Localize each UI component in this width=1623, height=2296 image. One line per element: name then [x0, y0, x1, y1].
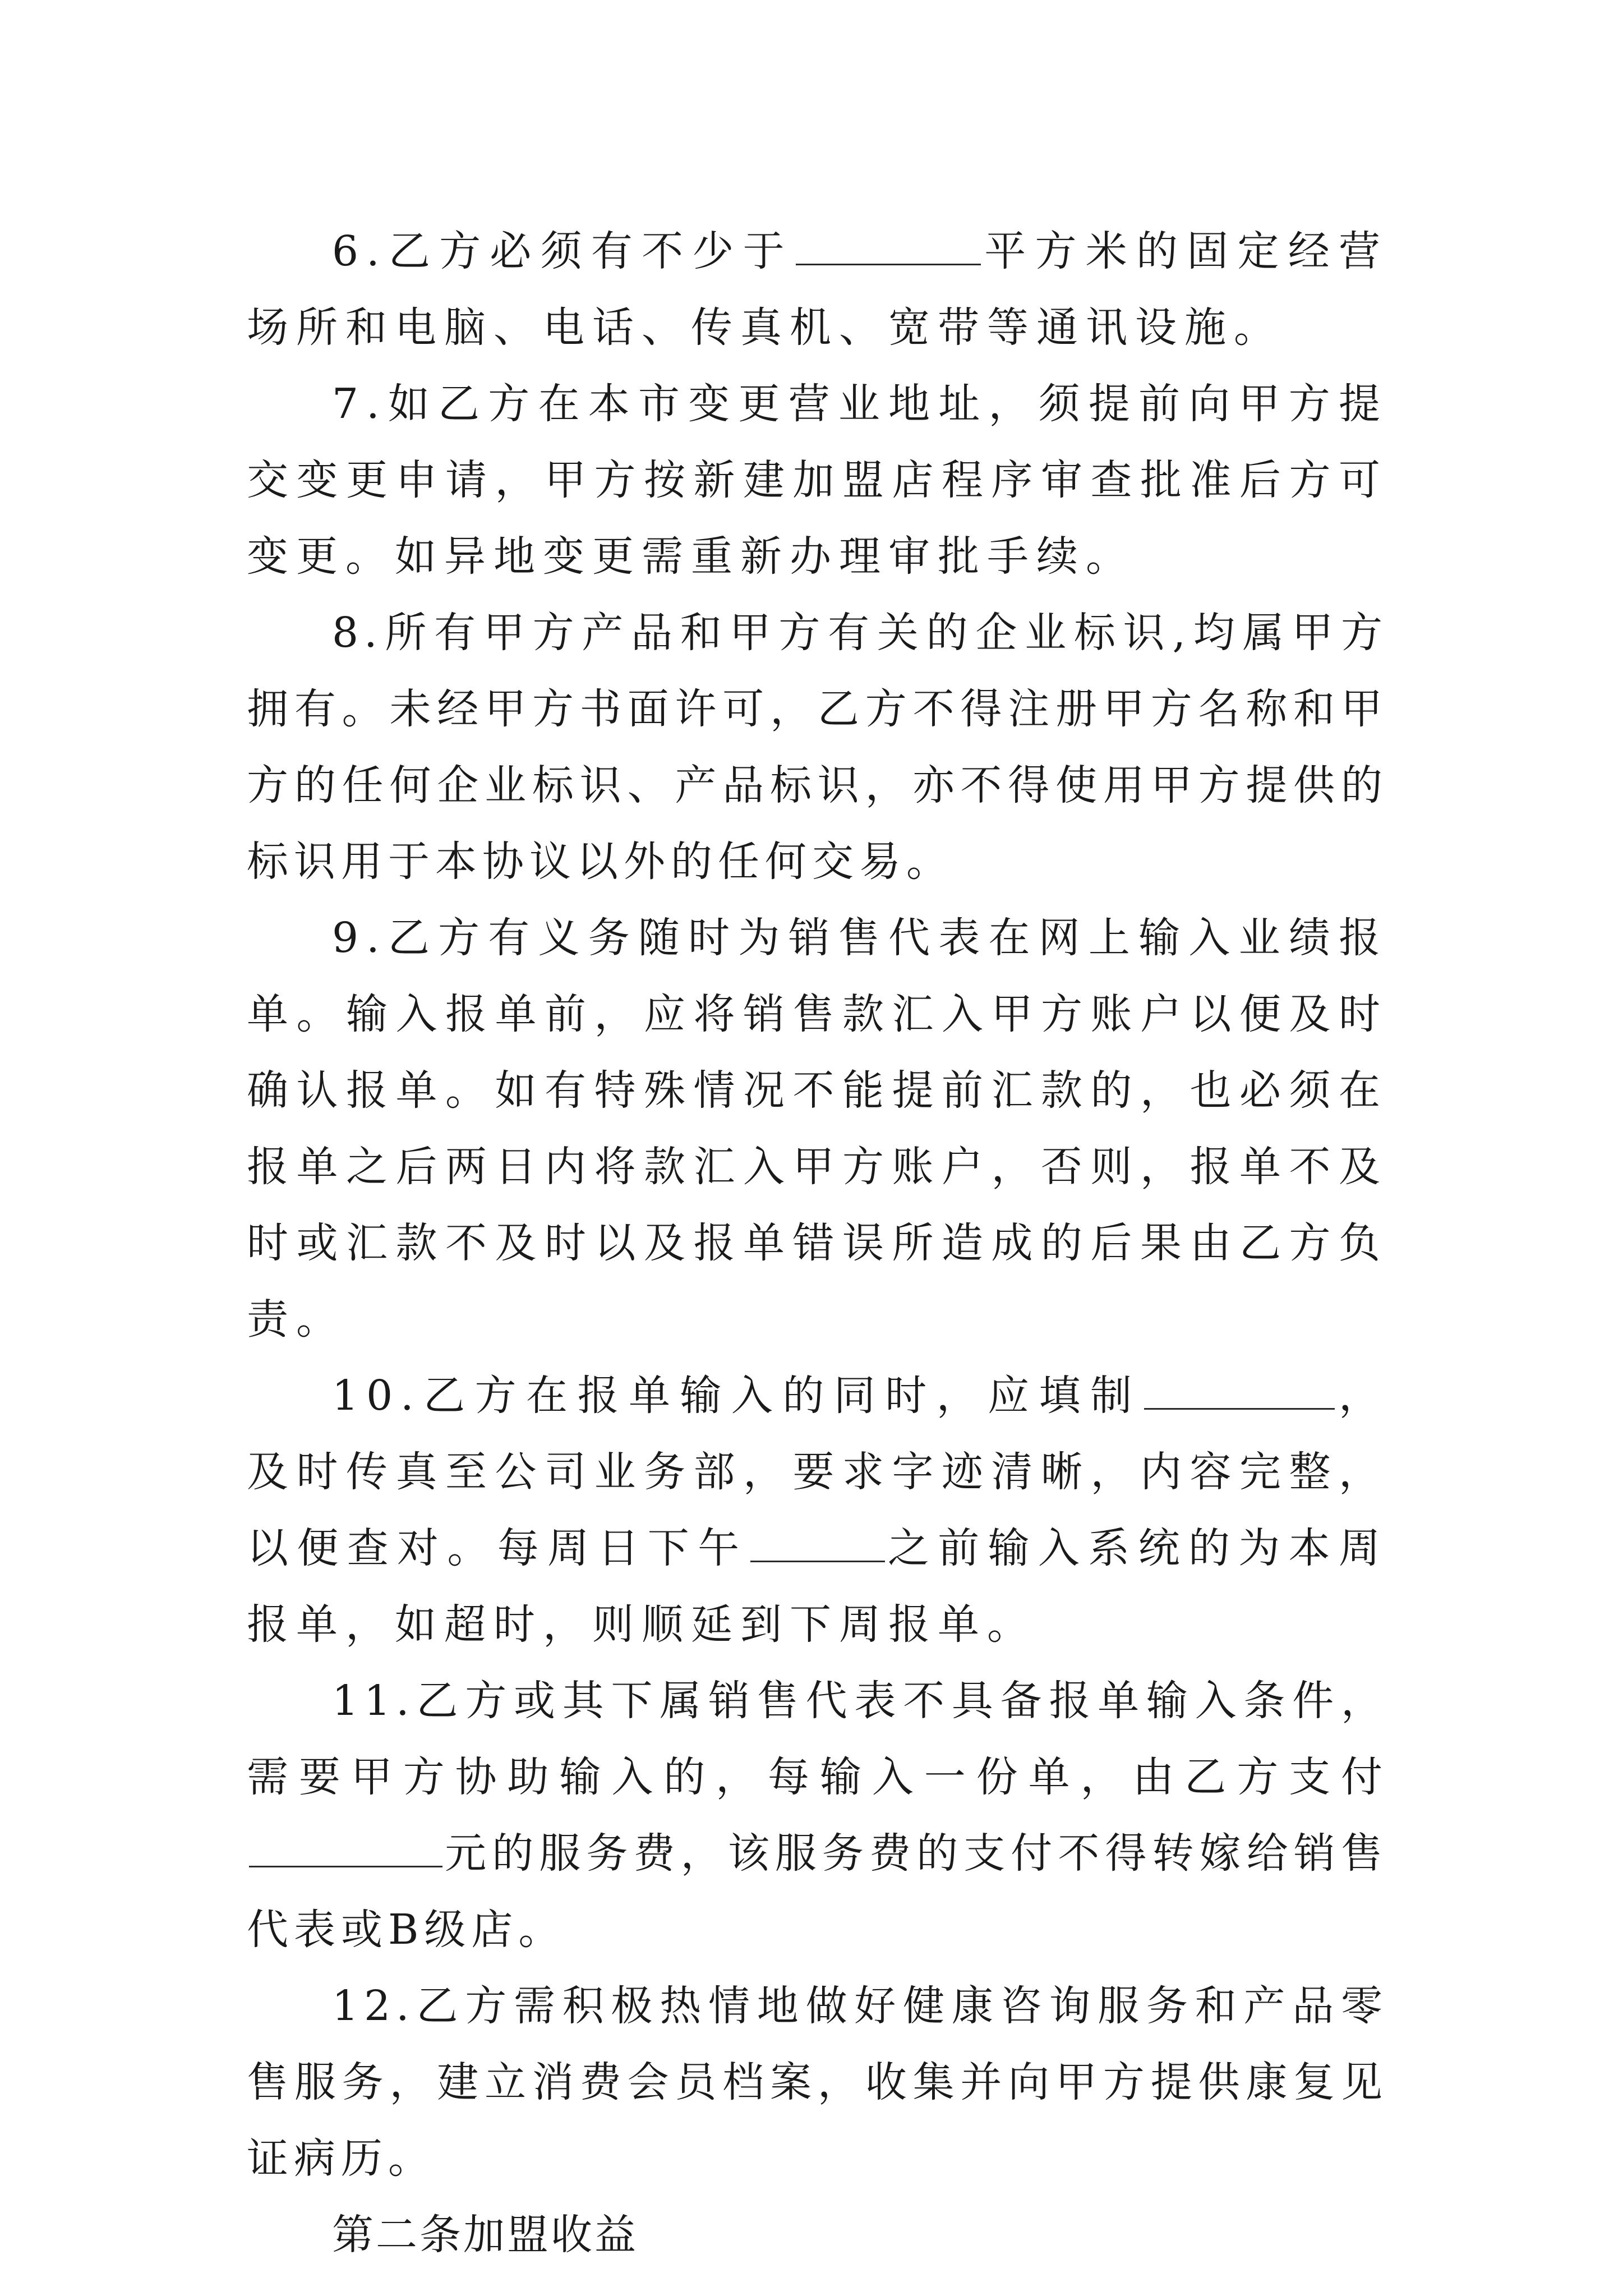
clause-11-text-a: 11.乙方或其下属销售代表不具备报单输入条件，需要甲方协助输入的，每输入一份单，由乙方支付	[247, 1677, 1388, 1801]
document-body	[247, 213, 1388, 2273]
clause-8: 8.所有甲方产品和甲方有关的企业标识,均属甲方拥有。未经甲方书面许可，乙方不得注册甲方名称和甲方的任何企业标识、产品标识，亦不得使用甲方提供的标识用于本协议以外的任何交易。	[247, 609, 1388, 886]
clause-10-text-c: 之前输入系统的为本周报单，如超时，则顺延到下周报单。	[247, 1524, 1388, 1649]
clause-9: 9.乙方有义务随时为销售代表在网上输入业绩报单。输入报单前，应将销售款汇入甲方账户以便及时确认报单。如有特殊情况不能提前汇款的，也必须在报单之后两日内将款汇入甲方账户，否则，报单不及时或汇款不及时以及报单错误所造成的后果由乙方负责。	[247, 914, 1388, 1343]
clause-11-text-b: 元的服务费，该服务费的支付不得转嫁给销售代表或B级店。	[247, 1829, 1388, 1954]
fill-blank-area	[796, 224, 981, 265]
clause-7: 7.如乙方在本市变更营业地址，须提前向甲方提交变更申请，甲方按新建加盟店程序审查批准后方可变更。如异地变更需重新办理审批手续。	[247, 380, 1388, 581]
clause-10	[247, 1358, 1388, 1663]
clause-6-text-b: 平方米的固定经营场所和电脑、电话、传真机、宽带等通讯设施。	[247, 227, 1389, 352]
section-heading: 第二条加盟收益	[332, 2211, 638, 2259]
fill-blank-form	[1144, 1369, 1335, 1410]
clause-12: 12.乙方需积极热情地做好健康咨询服务和产品零售服务，建立消费会员档案，收集并向甲方提供康复见证病历。	[247, 1982, 1388, 2183]
clause-6	[247, 213, 1388, 366]
clause-10-text-b: ，及时传真至公司业务部，要求字迹清晰，内容完整，以便查对。每周日下午	[247, 1372, 1389, 1572]
clause-10-text-a: 10.乙方在报单输入的同时，应填制	[332, 1372, 1142, 1420]
clause-6-text-a: 6.乙方必须有不少于	[332, 227, 794, 275]
fill-blank-time	[750, 1521, 885, 1562]
fill-blank-fee	[249, 1826, 442, 1867]
clause-11	[247, 1663, 1388, 1968]
